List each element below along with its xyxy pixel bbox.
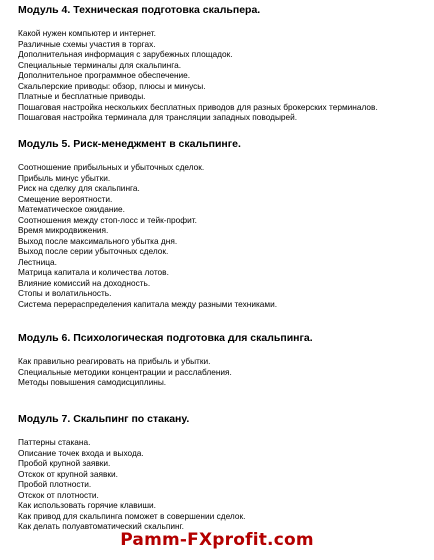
list-item: Стопы и волатильность. (18, 288, 112, 298)
list-item: Как привод для скальпинга поможет в совершении сделок. (18, 510, 246, 521)
list-item: Методы повышения самодисциплины. (18, 377, 167, 387)
list-item: Лестница. (18, 256, 57, 267)
list-item: Пошаговая настройка нескольких бесплатных приводов для разных брокерских терминалов. (18, 101, 378, 112)
list-item: Влияние комиссий на доходность. (18, 277, 151, 288)
list-item: Время микродвижения. (18, 225, 109, 235)
list-item: Соотношения между стоп-лосс и тейк-профит. (18, 214, 197, 225)
list-item: Пробой крупной заявки. (18, 458, 111, 468)
list-item: Специальные терминалы для скальпинга. (18, 59, 182, 70)
module-4-title: Модуль 4. Техническая подготовка скальпера. (18, 4, 261, 16)
module-7-topic-list (18, 437, 428, 532)
module-5-section (18, 138, 428, 309)
list-item: Прибыль минус убытки. (18, 172, 111, 183)
list-item: Отскок от плотности. (18, 489, 99, 500)
module-5-topic-list (18, 162, 428, 309)
list-item: Различные схемы участия в торгах. (18, 38, 156, 49)
list-item: Соотношение прибыльных и убыточных сделок. (18, 162, 205, 172)
list-item: Специальные методики концентрации и расслабления. (18, 366, 232, 377)
list-item: Выход после серии убыточных сделок. (18, 246, 169, 256)
module-6-section (18, 332, 428, 388)
module-7-title: Модуль 7. Скальпинг по стакану. (18, 413, 190, 425)
module-6-title: Модуль 6. Психологическая подготовка для скальпинга. (18, 332, 313, 344)
list-item: Дополнительное программное обеспечение. (18, 70, 191, 80)
module-4-topic-list (18, 28, 428, 123)
list-item: Выход после максимального убытка дня. (18, 235, 178, 246)
module-6-topic-list (18, 356, 428, 388)
module-4-section (18, 4, 428, 123)
list-item: Описание точек входа и выхода. (18, 447, 144, 458)
list-item: Как делать полуавтоматический скальпинг. (18, 521, 184, 531)
list-item: Платные и бесплатные приводы. (18, 91, 146, 101)
list-item: Система перераспределения капитала между разными техниками. (18, 298, 278, 309)
list-item: Отскок от крупной заявки. (18, 468, 118, 479)
list-item: Какой нужен компьютер и интернет. (18, 28, 156, 38)
list-item: Дополнительная информация с зарубежных площадок. (18, 49, 233, 59)
list-item: Пробой плотности. (18, 479, 92, 489)
list-item: Смещение вероятности. (18, 193, 113, 204)
list-item: Математическое ожидание. (18, 204, 125, 214)
list-item: Матрица капитала и количества лотов. (18, 267, 169, 277)
list-item: Риск на сделку для скальпинга. (18, 183, 140, 193)
watermark: Pamm-FXprofit.com (120, 530, 314, 550)
list-item: Паттерны стакана. (18, 437, 91, 447)
list-item: Как использовать горячие клавиши. (18, 500, 156, 510)
list-item: Как правильно реагировать на прибыль и убытки. (18, 356, 211, 366)
list-item: Пошаговая настройка терминала для трансляции западных поводырей. (18, 112, 298, 122)
list-item: Скальперские приводы: обзор, плюсы и минусы. (18, 80, 206, 91)
module-7-section (18, 413, 428, 532)
module-5-title: Модуль 5. Риск-менеджмент в скальпинге. (18, 138, 241, 150)
